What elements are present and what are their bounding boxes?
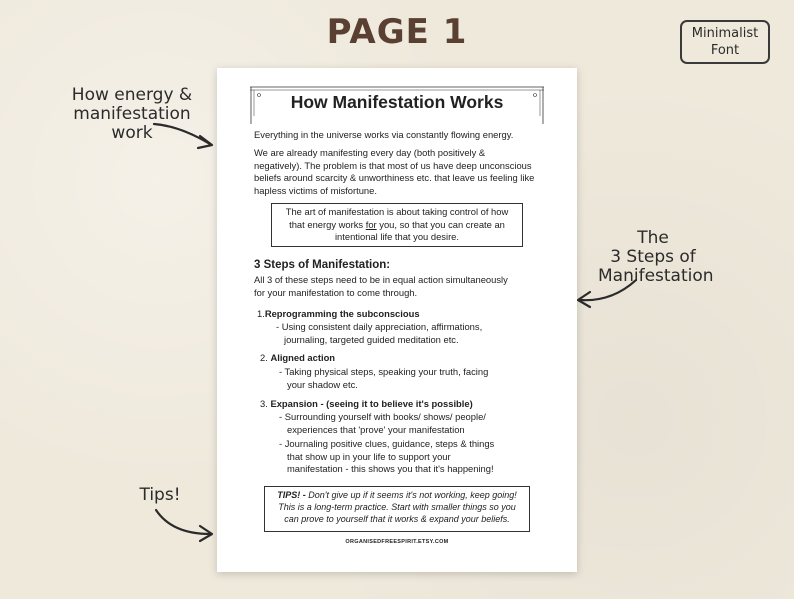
shop-footer: ORGANISEDFREESPIRIT.ETSY.COM — [345, 539, 449, 545]
arrow-to-title-icon — [150, 118, 220, 154]
step-1-line-1: - Using consistent daily appreciation, affirmations, — [276, 321, 483, 332]
step-3-line-2: experiences that 'prove' your manifestation — [287, 423, 465, 435]
step-1-line-2: journaling, targeted guided meditation etc. — [284, 333, 459, 345]
step-3-detail — [279, 411, 494, 476]
step-2-number: 2. — [260, 352, 268, 363]
annotation-steps-line-2: 3 Steps of — [610, 247, 696, 267]
step-3-line-3: - Journaling positive clues, guidance, steps & things — [279, 438, 495, 449]
annotation-energy-line-3: work — [111, 123, 153, 143]
key-idea-line-3: intentional life that you desire. — [334, 231, 460, 242]
step-3-line-4: that show up in your life to support your — [287, 450, 451, 462]
step-1-detail — [276, 321, 482, 346]
step-2-title — [260, 352, 335, 363]
page-headline: PAGE 1 — [326, 12, 468, 52]
key-idea-underlined-word: for — [365, 218, 377, 230]
annotation-steps-line-3: Manifestation — [598, 266, 714, 286]
steps-intro-line-2: for your manifestation to come through. — [254, 286, 418, 298]
intro-paragraph: Everything in the universe works via constantly flowing energy. — [254, 129, 514, 140]
key-idea-line-2 — [272, 219, 522, 232]
step-1-title — [257, 308, 420, 319]
problem-line-2: negatively). The problem is that most of us have deep unconscious — [254, 159, 532, 171]
step-3-line-1: - Surrounding yourself with books/ shows/ people/ — [279, 411, 486, 422]
steps-intro — [254, 274, 540, 299]
problem-line-3: beliefs around scarcity & unworthiness etc. that leave us feeling like — [254, 172, 535, 183]
step-1-number: 1. — [257, 308, 265, 319]
key-idea-line-1: The art of manifestation is about taking control of how — [285, 206, 509, 217]
tips-line-1-text: Don't give up if it seems it's not working, keep going! — [305, 490, 517, 500]
step-1-label: Reprogramming the subconscious — [264, 308, 420, 319]
annotation-energy-line-1: How energy & — [71, 85, 193, 105]
tips-box — [264, 486, 530, 532]
problem-line-4: hapless victims of misfortune. — [254, 184, 377, 196]
step-3-line-5: manifestation - this shows you that it's happening! — [287, 463, 494, 474]
key-idea-box — [271, 203, 523, 247]
problem-paragraph — [254, 147, 540, 197]
step-2-label: Aligned action — [270, 352, 336, 363]
annotation-steps-line-1: The — [637, 228, 669, 248]
annotation-tips: Tips! — [139, 485, 181, 505]
step-3-title — [260, 398, 473, 409]
badge-line-2: Font — [710, 43, 740, 58]
document-page — [217, 68, 577, 572]
document-frame — [250, 86, 544, 546]
tips-line-1 — [265, 489, 529, 501]
badge-line-1: Minimalist — [691, 26, 759, 41]
annotation-energy-line-2: manifestation — [73, 104, 191, 124]
document-title: How Manifestation Works — [290, 92, 504, 112]
problem-line-1: We are already manifesting every day (both positively & — [254, 147, 486, 158]
steps-heading: 3 Steps of Manifestation: — [254, 259, 391, 271]
arrow-to-steps-icon — [572, 276, 642, 312]
tips-label: TIPS! - — [277, 490, 306, 500]
font-style-badge — [680, 20, 770, 64]
key-idea-line-2-pre: that energy works — [289, 218, 366, 230]
tips-line-2: This is a long-term practice. Start with smaller things so you — [278, 502, 516, 513]
key-idea-line-2-post: you, so that you can create an — [376, 218, 505, 230]
steps-intro-line-1: All 3 of these steps need to be in equal action simultaneously — [254, 274, 508, 285]
step-2-detail — [279, 366, 488, 391]
step-3-label: Expansion - (seeing it to believe it's possible) — [270, 398, 473, 409]
step-2-line-2: your shadow etc. — [287, 378, 358, 390]
tips-line-3: can prove to yourself that it works & expand your beliefs. — [284, 514, 510, 525]
step-2-line-1: - Taking physical steps, speaking your truth, facing — [279, 366, 489, 377]
step-3-number: 3. — [260, 398, 268, 409]
arrow-to-tips-icon — [150, 504, 220, 544]
